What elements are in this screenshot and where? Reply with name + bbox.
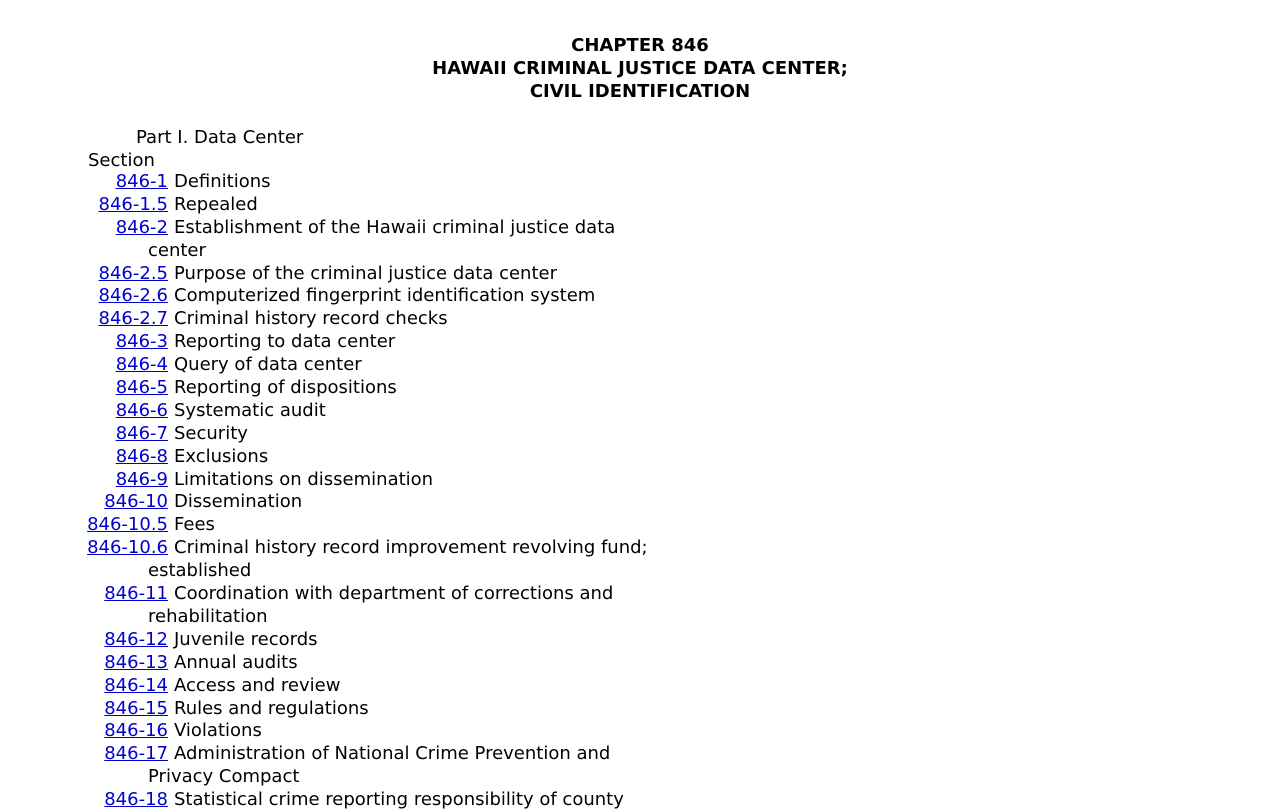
section-entry [0, 514, 1280, 537]
section-entry [0, 720, 1280, 743]
section-link[interactable]: 846-10.6 [87, 537, 168, 559]
section-title: Query of data center [174, 354, 362, 376]
section-title: Repealed [174, 193, 258, 215]
section-title: Computerized fingerprint identification system [174, 285, 596, 307]
section-title: Coordination with department of corrections and [174, 583, 614, 605]
section-link[interactable]: 846-1.5 [98, 193, 168, 215]
section-link[interactable]: 846-6 [115, 399, 168, 421]
section-link[interactable]: 846-17 [104, 743, 168, 765]
section-title-continuation: established [148, 560, 252, 582]
section-entry [0, 308, 1280, 331]
section-entry [0, 217, 1280, 263]
section-link[interactable]: 846-5 [115, 377, 168, 399]
section-link[interactable]: 846-1 [115, 171, 168, 192]
section-entry [0, 743, 1280, 789]
section-entry [0, 698, 1280, 721]
section-entry [0, 652, 1280, 675]
section-link[interactable]: 846-8 [115, 445, 168, 467]
section-link[interactable]: 846-13 [104, 651, 168, 673]
section-title: Dissemination [174, 491, 303, 513]
section-label: Section [88, 150, 155, 171]
section-entry [0, 400, 1280, 423]
section-link[interactable]: 846-9 [115, 468, 168, 490]
section-link[interactable]: 846-18 [104, 789, 168, 811]
section-title: Reporting to data center [174, 331, 396, 353]
section-entry [0, 789, 1280, 812]
section-entry [0, 194, 1280, 217]
section-title: Fees [174, 514, 215, 536]
section-entry [0, 263, 1280, 286]
section-title: Administration of National Crime Prevention and [174, 743, 611, 765]
section-link[interactable]: 846-10.5 [87, 514, 168, 536]
section-link[interactable]: 846-2 [115, 216, 168, 238]
section-title: Definitions [174, 171, 271, 192]
section-list [0, 171, 1280, 812]
section-title: Limitations on dissemination [174, 468, 434, 490]
section-entry [0, 446, 1280, 469]
section-link[interactable]: 846-7 [115, 422, 168, 444]
section-entry [0, 675, 1280, 698]
section-title: Juvenile records [174, 628, 318, 650]
section-title-continuation: rehabilitation [148, 605, 268, 627]
section-title: Exclusions [174, 445, 269, 467]
section-entry [0, 469, 1280, 492]
section-entry [0, 377, 1280, 400]
section-link[interactable]: 846-15 [104, 697, 168, 719]
part-title: Part I. Data Center [136, 127, 304, 148]
section-link[interactable]: 846-3 [115, 331, 168, 353]
section-entry [0, 583, 1280, 629]
chapter-title-line-2: CIVIL IDENTIFICATION [529, 81, 751, 102]
section-entry [0, 354, 1280, 377]
section-link[interactable]: 846-2.6 [98, 285, 168, 307]
section-title: Annual audits [174, 651, 298, 673]
section-link[interactable]: 846-11 [104, 583, 168, 605]
section-title: Statistical crime reporting responsibility of county [174, 789, 624, 811]
section-entry [0, 629, 1280, 652]
section-title: Violations [174, 720, 262, 742]
section-title: Reporting of dispositions [174, 377, 397, 399]
section-entry [0, 423, 1280, 446]
chapter-title-line-1: HAWAII CRIMINAL JUSTICE DATA CENTER; [432, 58, 848, 79]
chapter-number: CHAPTER 846 [571, 35, 709, 56]
section-entry [0, 537, 1280, 583]
section-title: Security [174, 422, 248, 444]
section-entry [0, 285, 1280, 308]
section-title: Purpose of the criminal justice data center [174, 262, 558, 284]
section-link[interactable]: 846-14 [104, 674, 168, 696]
section-title: Criminal history record improvement revolving fund; [174, 537, 648, 559]
section-link[interactable]: 846-16 [104, 720, 168, 742]
section-title: Establishment of the Hawaii criminal justice data [174, 216, 616, 238]
section-link[interactable]: 846-12 [104, 628, 168, 650]
section-link[interactable]: 846-4 [115, 354, 168, 376]
section-title-continuation: center [148, 239, 206, 261]
section-title: Criminal history record checks [174, 308, 448, 330]
section-title: Systematic audit [174, 399, 326, 421]
section-title: Access and review [174, 674, 341, 696]
section-link[interactable]: 846-10 [104, 491, 168, 513]
section-title-continuation: Privacy Compact [148, 766, 300, 788]
chapter-header [0, 34, 1280, 103]
section-link[interactable]: 846-2.7 [98, 308, 168, 330]
section-entry [0, 491, 1280, 514]
section-entry [0, 331, 1280, 354]
section-link[interactable]: 846-2.5 [98, 262, 168, 284]
section-title: Rules and regulations [174, 697, 369, 719]
section-entry [0, 171, 1280, 194]
